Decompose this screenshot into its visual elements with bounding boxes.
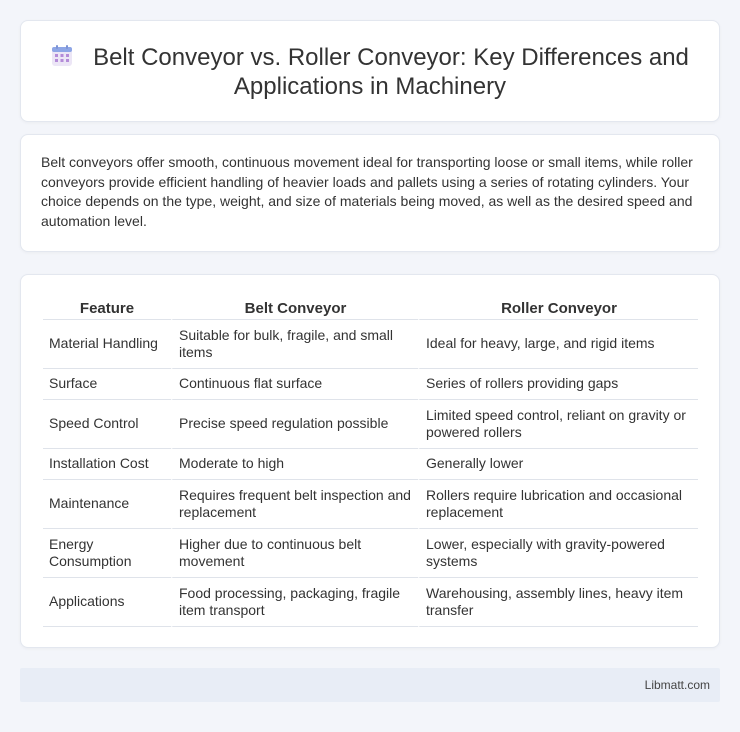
table-row (43, 400, 698, 449)
table-row (43, 369, 698, 400)
summary-card (20, 134, 720, 252)
table-row (43, 320, 698, 369)
page-title: Belt Conveyor vs. Roller Conveyor: Key Differences and Applications in Machinery (93, 44, 689, 100)
roller-cell: Rollers require lubrication and occasional replacement (418, 480, 698, 529)
roller-cell: Series of rollers providing gaps (418, 369, 698, 400)
feature-cell: Applications (43, 578, 171, 627)
roller-cell: Ideal for heavy, large, and rigid items (418, 320, 698, 369)
table-row (43, 480, 698, 529)
page-title-block (21, 43, 719, 101)
feature-cell: Material Handling (43, 320, 171, 369)
header-roller-conveyor: Roller Conveyor (418, 295, 698, 320)
belt-cell: Food processing, packaging, fragile item transport (171, 578, 418, 627)
feature-cell: Installation Cost (43, 449, 171, 480)
comparison-table (43, 295, 698, 627)
belt-cell: Continuous flat surface (171, 369, 418, 400)
header-belt-conveyor: Belt Conveyor (171, 295, 418, 320)
roller-cell: Lower, especially with gravity-powered systems (418, 529, 698, 578)
belt-cell: Requires frequent belt inspection and replacement (171, 480, 418, 529)
roller-cell: Limited speed control, reliant on gravity or powered rollers (418, 400, 698, 449)
belt-cell: Higher due to continuous belt movement (171, 529, 418, 578)
table-row (43, 449, 698, 480)
table-header-row (43, 295, 698, 320)
feature-cell: Maintenance (43, 480, 171, 529)
belt-cell: Moderate to high (171, 449, 418, 480)
footer-bar (20, 668, 720, 702)
table-row (43, 529, 698, 578)
header-feature: Feature (43, 295, 171, 320)
calendar-icon (51, 45, 73, 67)
table-row (43, 578, 698, 627)
feature-cell: Speed Control (43, 400, 171, 449)
roller-cell: Warehousing, assembly lines, heavy item transfer (418, 578, 698, 627)
comparison-table-card (20, 274, 720, 648)
summary-text: Belt conveyors offer smooth, continuous movement ideal for transporting loose or small items, while roller conveyors provide efficient handling of heavier loads and pallets using a series of rotating cylinders. Your choice depends on the type, weight, and size of materials being moved, as well as the desired speed and automation level. (41, 154, 693, 230)
belt-cell: Suitable for bulk, fragile, and small items (171, 320, 418, 369)
feature-cell: Surface (43, 369, 171, 400)
feature-cell: Energy Consumption (43, 529, 171, 578)
roller-cell: Generally lower (418, 449, 698, 480)
footer-brand[interactable]: Libmatt.com (644, 678, 710, 692)
belt-cell: Precise speed regulation possible (171, 400, 418, 449)
title-card (20, 20, 720, 122)
